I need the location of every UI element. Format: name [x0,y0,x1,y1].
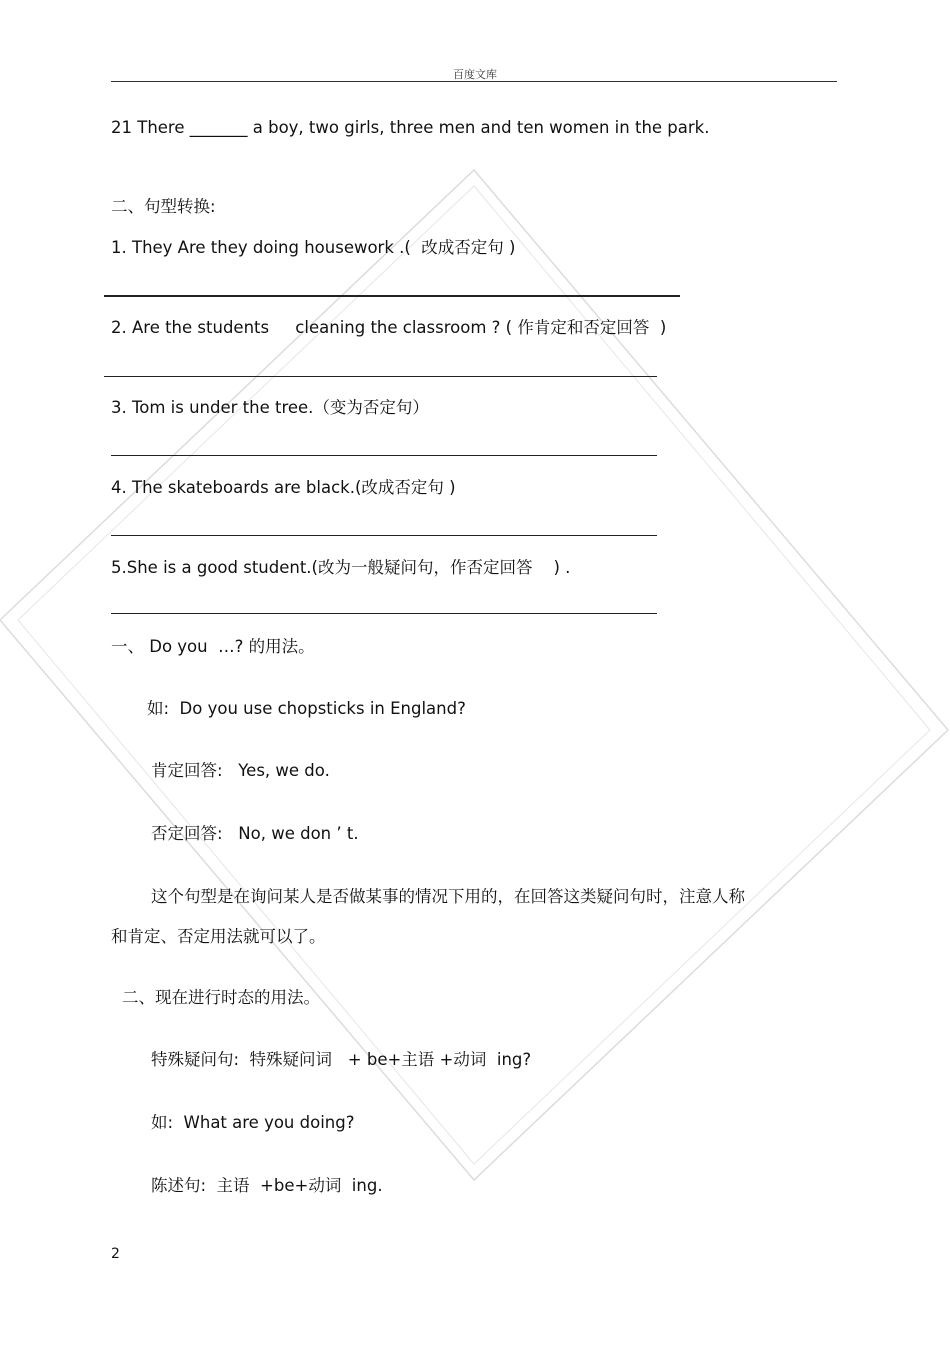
transform-item-3: 3. Tom is under the tree.（变为否定句） [111,398,429,417]
answer-line-5 [111,613,657,614]
header-rule [111,81,837,82]
question-21: 21 There _______ a boy, two girls, three men and ten women in the park. [111,118,710,137]
grammar-1-note-line-2: 和肯定、否定用法就可以了。 [111,927,326,946]
grammar-2-example: 如: What are you doing? [151,1113,355,1132]
transform-item-5: 5.She is a good student.(改为一般疑问句，作否定回答 ) . [111,558,571,577]
header-site-name: 百度文库 [453,68,497,81]
transform-item-2: 2. Are the students cleaning the classroom ? ( 作肯定和否定回答 ) [111,318,667,337]
grammar-1-note-line-1: 这个句型是在询问某人是否做某事的情况下用的，在回答这类疑问句时，注意人称 [151,887,745,906]
grammar-1-negative: 否定回答: No, we don ’ t. [151,824,359,843]
grammar-1-example: 如: Do you use chopsticks in England? [147,699,466,718]
transform-item-1: 1. They Are they doing housework .( 改成否定句 ) [111,238,516,257]
answer-line-1 [104,295,680,297]
page-number: 2 [111,1246,120,1262]
grammar-2-statement: 陈述句: 主语 +be+动词 ing. [151,1176,383,1195]
answer-line-2 [104,376,657,377]
grammar-1-affirmative: 肯定回答: Yes, we do. [151,761,330,780]
grammar-2-title: 二、现在进行时态的用法。 [122,988,320,1007]
transform-item-4: 4. The skateboards are black.(改成否定句 ) [111,478,456,497]
section-2-title: 二、句型转换: [111,197,216,216]
grammar-1-title: 一、 Do you …? 的用法。 [111,637,315,656]
grammar-2-special-question: 特殊疑问句: 特殊疑问词 + be+主语 +动词 ing? [151,1050,532,1069]
answer-line-3 [111,455,657,456]
answer-line-4 [111,535,657,536]
